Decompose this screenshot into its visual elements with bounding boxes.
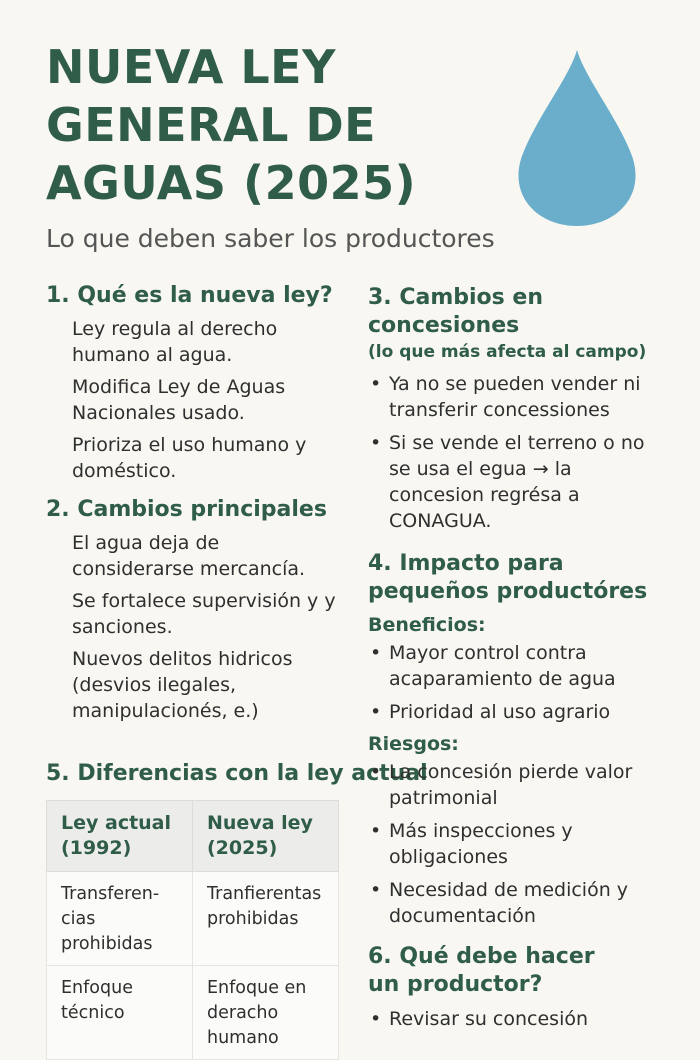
title-line: NUEVA LEY — [46, 40, 336, 94]
table-header-row — [47, 801, 339, 872]
water-drop-icon — [514, 48, 640, 228]
subtitle: Lo que deben saber los productores — [46, 224, 495, 253]
table-cell: Enfoque técnico — [47, 966, 193, 1060]
paragraph: Prioriza el uso humano y doméstico. — [72, 434, 307, 482]
table-row — [47, 872, 339, 966]
section-heading: 6. Qué debe hacer un productor? — [368, 944, 595, 997]
section-heading: 4. Impacto para pequeños productóres — [368, 551, 648, 604]
list-item: • Mayor control contra acaparamiento de agua — [368, 640, 639, 692]
bullet-list — [368, 1006, 690, 1032]
section-differences — [46, 760, 428, 788]
title-line: AGUAS (2025) — [46, 156, 417, 210]
left-column — [46, 282, 364, 724]
list-item: • Necesidad de medición y documentación — [368, 877, 639, 929]
paragraph: El agua deja de considerarse mercancía. — [72, 532, 306, 580]
section-subheading: (lo que más afecta al campo) — [368, 342, 647, 362]
table-cell: Transferen- cias prohibidas — [47, 872, 193, 966]
bullet-list — [368, 640, 690, 725]
list-item: • Prioridad al uso agrario — [368, 699, 690, 725]
list-item: • Revisar su concesión — [368, 1006, 690, 1032]
table-row — [47, 966, 339, 1060]
section-what-to-do — [368, 943, 690, 1032]
right-column — [368, 284, 690, 1032]
list-item: • La concesión pierde valor patrimonial — [368, 759, 659, 811]
paragraph: Ley regula al derecho humano al agua. — [72, 318, 278, 366]
table-cell: Tranfierentas prohibidas — [193, 872, 339, 966]
list-item: • Más inspecciones y obligaciones — [368, 818, 589, 870]
section-heading: 2. Cambios principales — [46, 497, 327, 522]
risks-label: Riesgos: — [368, 733, 459, 755]
bullet-list — [368, 759, 690, 929]
paragraph: Modifica Ley de Aguas Nacionales usado. — [72, 376, 286, 424]
table-header: Nueva ley (2025) — [193, 801, 339, 872]
section-what-is-law — [46, 282, 364, 484]
paragraph: Se fortalece supervisión y y sanciones. — [72, 590, 336, 638]
title-line: GENERAL DE — [46, 98, 377, 152]
section-heading: 5. Diferencias con la ley actual — [46, 761, 428, 786]
section-impact — [368, 550, 690, 929]
list-item: • Ya no se pueden vender ni transferir concessiones — [368, 371, 659, 423]
section-heading: 1. Qué es la nueva ley? — [46, 283, 333, 308]
section-main-changes — [46, 496, 364, 724]
section-heading: 3. Cambios en concesiones — [368, 285, 543, 338]
list-item: • Si se vende el terreno o no se usa el egua → la concesion regrésa a CONAGUA. — [368, 430, 649, 534]
table-cell: Enfoque en deracho humano — [193, 966, 339, 1060]
table-header: Ley actual (1992) — [47, 801, 193, 872]
paragraph: Nuevos delitos hidricos (desvios ilegales, manipulacionés, e.) — [72, 648, 293, 722]
comparison-table — [46, 800, 339, 1060]
benefits-label: Beneficios: — [368, 614, 486, 636]
section-concessions — [368, 284, 690, 534]
bullet-list — [368, 371, 690, 534]
main-title — [46, 38, 486, 212]
